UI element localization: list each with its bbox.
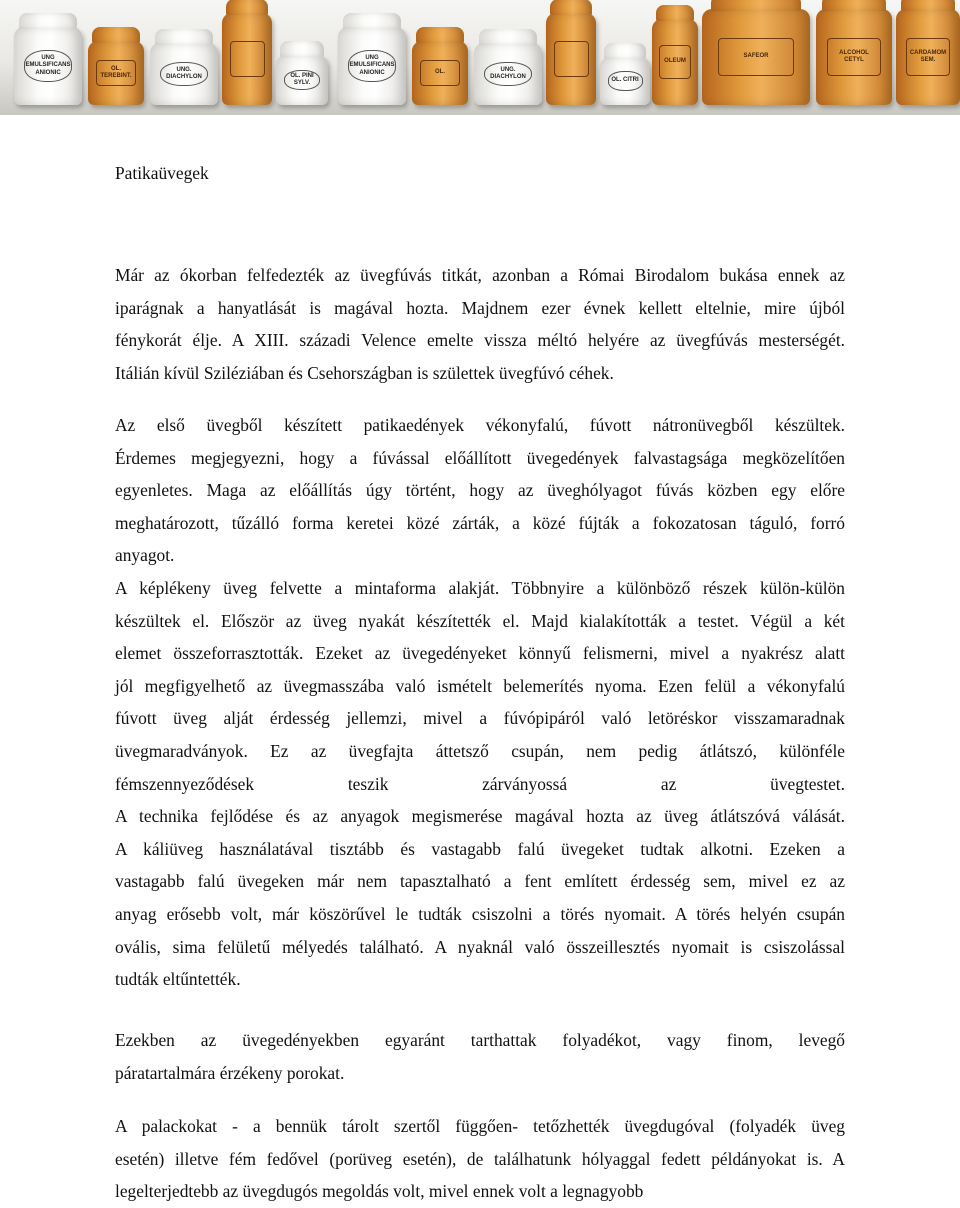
jar-label: OL. (420, 60, 459, 86)
jar-label: UNG. DIACHYLON (484, 62, 532, 87)
text-line: Az első üvegből készített patikaedények vékonyfalú, fúvott nátronüvegből készültek. (115, 415, 845, 435)
jar (222, 13, 272, 105)
text-line: legelterjedtebb az üvegdugós megoldás volt, mivel ennek volt a legnagyobb (115, 1181, 644, 1202)
jar-label: OL. TEREBINT. (96, 60, 135, 86)
jar-label: OL. CITRI (608, 71, 643, 90)
jar-label: OL. PINI SYLV. (284, 70, 320, 90)
text-line: készültek el. Először az üveg nyakát készítették el. Majd kialakították a testet. Végül a két (115, 610, 845, 631)
jar-label: SAFEOR (718, 38, 794, 76)
jar (600, 57, 650, 105)
paragraph-intro (115, 259, 845, 389)
paragraph-contents (115, 1024, 845, 1089)
text-line: A képlékeny üveg felvette a mintaforma alakját. Többnyire a különböző részek külön-külön (115, 577, 845, 598)
jar-label: OLEUM (659, 45, 691, 79)
text-line: A palackokat - a bennük tárolt szertől függően- tetőzhették üvegdugóval (folyadék üveg (115, 1116, 845, 1136)
jar (150, 43, 218, 105)
text-line: Ezekben az üvegedényekben egyaránt tarthattak folyadékot, vagy finom, levegő (115, 1030, 845, 1050)
text-line: A technika fejlődése és az anyagok megismerése magával hozta az üveg átlátszóvá válását. (115, 806, 845, 827)
text-line: anyag erősebb volt, már köszörűvel le tudták csiszolni a törés nyomait. A törés helyén csupán (115, 903, 845, 924)
jar-label: UNG. DIACHYLON (160, 62, 208, 87)
jar-label: UNG EMULSIFICANS ANIONIC (348, 50, 396, 81)
text-line: Érdemes megjegyezni, hogy a fúvással előállított üvegedények falvastagsága megközelítően (115, 447, 845, 468)
text-line: meghatározott, tűzálló forma keretei közé zárták, a közé fújták a fokozatosan táguló, forró (115, 512, 845, 533)
page-title: Patikaüvegek (115, 163, 209, 183)
jar (702, 9, 810, 105)
jar (474, 43, 542, 105)
jar (276, 55, 328, 105)
jar-label: ALCOHOL CETYL (827, 38, 880, 76)
text-line: elemet összeforrasztották. Ezeket az üvegedényeket könnyű felismerni, mivel a nyakrész alatt (115, 643, 845, 664)
jar (896, 9, 960, 105)
header-photo-apothecary-jars (0, 0, 960, 115)
text-line: anyagot. (115, 545, 175, 566)
text-line: esetén) illetve fém fedővel (porüveg esetén), de találhatunk hólyaggal fedett példányokat is. A (115, 1148, 845, 1169)
paragraph-closures (115, 1110, 845, 1208)
text-line: Már az ókorban felfedezték az üvegfúvás titkát, azonban a Római Birodalom bukása ennek az (115, 265, 845, 285)
jar (88, 41, 144, 105)
jar (338, 27, 406, 105)
jar (816, 9, 892, 105)
jar-label: CARDAMOM SEM. (906, 38, 951, 76)
text-line: fénykorát élje. A XIII. századi Velence emelte vissza méltó helyére az üvegfúvás mesterségét. (115, 330, 845, 351)
jar-label (230, 41, 265, 78)
text-line: jól megfigyelhető az üvegmasszába való ismételt belemerítés nyoma. Ezen felül a vékonyfalú (115, 675, 845, 696)
text-line: egyenletes. Maga az előállítás úgy történt, hogy az üveghólyagot fúvás közben egy előre (115, 480, 845, 501)
text-line: tudták eltűntették. (115, 969, 241, 990)
text-line: A káliüveg használatával tisztább és vastagabb falú üvegeket tudtak alkotni. Ezeken a (115, 838, 845, 859)
text-line: iparágnak a hanyatlását is magával hozta. Majdnem ezer évnek kellett eltelnie, mire újból (115, 297, 845, 318)
text-line: üvegmaradványok. Ez az üvegfajta áttetsző csupán, nem pedig átlátszó, különféle (115, 740, 845, 761)
text-line: vastagabb falú üvegeken már nem tapasztalható a fent említett érdesség sem, mivel ez az (115, 871, 845, 892)
jar (652, 19, 698, 105)
jar-label: UNG EMULSIFICANS ANIONIC (24, 50, 72, 81)
jar (546, 13, 596, 105)
text-line: páratartalmára érzékeny porokat. (115, 1062, 345, 1083)
text-line: fémszennyeződések teszik zárványossá az üvegtestet. (115, 773, 845, 794)
text-line: ovális, sima felületű mélyedés található. A nyaknál való összeillesztés nyomait is csiszolással (115, 936, 845, 957)
jar-label (554, 41, 589, 78)
jar (14, 27, 82, 105)
text-line: fúvott üveg alját érdesség jellemzi, mivel a fúvópipáról való letöréskor visszamaradnak (115, 708, 845, 729)
text-line: Itálián kívül Sziléziában és Csehországban is születtek üvegfúvó céhek. (115, 362, 614, 383)
jar (412, 41, 468, 105)
paragraph-production (115, 409, 845, 996)
